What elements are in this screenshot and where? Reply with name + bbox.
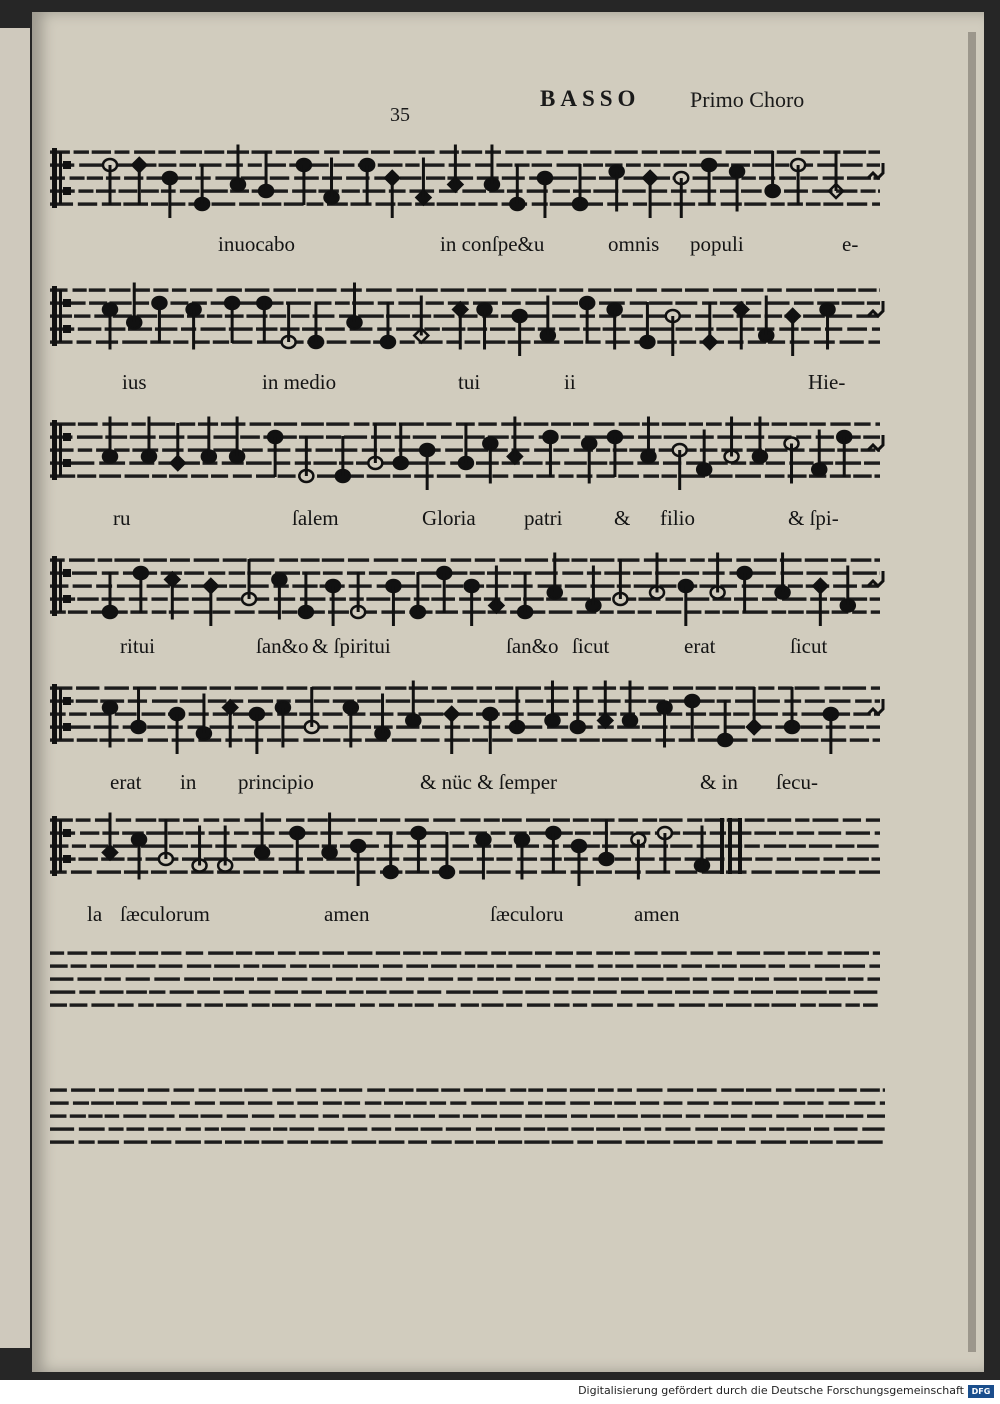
note-icon xyxy=(513,310,527,356)
voice-title: BASSO xyxy=(540,86,641,111)
lyric: ſæculoru xyxy=(490,902,564,926)
note-icon xyxy=(259,151,273,197)
note-icon xyxy=(132,687,146,733)
note-icon xyxy=(718,700,732,746)
choir-title: Primo Choro xyxy=(690,87,805,112)
notes xyxy=(103,283,835,357)
note-icon xyxy=(824,708,838,754)
note-icon xyxy=(573,164,587,210)
lyric: ru xyxy=(113,506,131,530)
note-icon xyxy=(543,431,557,477)
note-icon xyxy=(299,572,313,618)
staff-system-1 xyxy=(0,140,1000,270)
note-icon xyxy=(103,159,117,205)
note-icon xyxy=(786,309,800,356)
lyric: in conſpe&u xyxy=(440,232,545,256)
note-icon xyxy=(518,572,532,618)
note-icon xyxy=(242,559,256,605)
note-icon xyxy=(297,159,311,205)
note-icon xyxy=(411,572,425,618)
footer-bar xyxy=(0,1380,1000,1404)
note-icon xyxy=(225,297,239,343)
lyric: & nüc & ſemper xyxy=(420,770,558,794)
empty-staff xyxy=(0,945,1000,1035)
note-icon xyxy=(673,444,687,490)
note-icon xyxy=(766,151,780,197)
lyric: amen xyxy=(634,902,680,926)
dfg-logo: DFG xyxy=(968,1385,994,1398)
note-icon xyxy=(420,444,434,490)
note-icon xyxy=(608,431,622,477)
note-icon xyxy=(465,580,479,626)
lyric: ius xyxy=(122,370,147,394)
lyric: ſicut xyxy=(790,634,828,658)
final-barline xyxy=(720,818,742,874)
lyric: omnis xyxy=(608,232,660,256)
note-icon xyxy=(613,559,627,605)
lyric: in medio xyxy=(262,370,337,394)
empty-staff xyxy=(0,1082,1000,1172)
lyric: ſan&o xyxy=(256,634,309,658)
note-icon xyxy=(305,687,319,733)
note-icon xyxy=(170,708,184,754)
note-icon xyxy=(572,840,586,886)
note-icon xyxy=(538,172,552,218)
lyric: & xyxy=(614,506,631,530)
staff-lines xyxy=(50,1088,885,1143)
lyric: ſicut xyxy=(572,634,610,658)
lyric: patri xyxy=(524,506,563,530)
note-icon xyxy=(132,158,146,205)
note-icon xyxy=(571,687,585,733)
lyric: filio xyxy=(660,506,695,530)
note-icon xyxy=(195,164,209,210)
lyric: ſan&o xyxy=(506,634,559,658)
lyric: & ſpiritui xyxy=(312,634,391,658)
notes xyxy=(103,813,709,887)
note-icon xyxy=(643,171,657,218)
staff-5 xyxy=(0,676,1000,776)
note-icon xyxy=(702,159,716,205)
footer-text: Digitalisierung gefördert durch die Deutsche Forschungsgemeinschaft xyxy=(578,1384,964,1397)
note-icon xyxy=(483,708,497,754)
staff-lines xyxy=(50,818,880,873)
note-icon xyxy=(411,827,425,873)
lyric: erat xyxy=(110,770,142,794)
page-number: 35 xyxy=(390,104,410,126)
note-icon xyxy=(268,431,282,477)
note-icon xyxy=(440,832,454,878)
staff-lines xyxy=(50,288,880,343)
note-icon xyxy=(351,840,365,886)
lyric: ſalem xyxy=(292,506,339,530)
c-clef-icon xyxy=(52,148,71,208)
staff-system-5 xyxy=(0,676,1000,806)
empty-staff-1 xyxy=(0,945,1000,1045)
note-icon xyxy=(385,171,399,218)
staff-lines xyxy=(50,951,880,1006)
staff-system-2 xyxy=(0,278,1000,408)
lyric: in xyxy=(180,770,197,794)
note-icon xyxy=(837,431,851,477)
note-icon xyxy=(171,423,185,470)
note-icon xyxy=(703,302,717,349)
note-icon xyxy=(309,302,323,348)
lyric: principio xyxy=(238,770,314,794)
note-icon xyxy=(510,164,524,210)
note-icon xyxy=(257,297,271,343)
note-icon xyxy=(204,579,218,626)
note-icon xyxy=(163,172,177,218)
note-icon xyxy=(384,832,398,878)
note-icon xyxy=(685,695,699,741)
note-icon xyxy=(386,580,400,626)
note-icon xyxy=(351,572,365,618)
note-icon xyxy=(360,159,374,205)
staff-2 xyxy=(0,278,1000,378)
note-icon xyxy=(290,827,304,873)
lyric: ſecu- xyxy=(776,770,818,794)
note-icon xyxy=(791,159,805,205)
lyric: ſæculorum xyxy=(120,902,210,926)
lyric: ritui xyxy=(120,634,155,658)
lyric: la xyxy=(87,902,103,926)
note-icon xyxy=(599,819,613,865)
note-icon xyxy=(394,423,408,469)
note-icon xyxy=(445,707,459,754)
note-icon xyxy=(250,708,264,754)
note-icon xyxy=(299,436,313,482)
lyric: e- xyxy=(842,232,859,256)
note-icon xyxy=(459,423,473,469)
note-icon xyxy=(437,567,451,613)
note-icon xyxy=(640,302,654,348)
notes xyxy=(103,553,855,627)
empty-staff-2 xyxy=(0,1082,1000,1182)
note-icon xyxy=(679,580,693,626)
note-icon xyxy=(785,687,799,733)
notes xyxy=(103,145,843,219)
note-icon xyxy=(381,302,395,348)
note-icon xyxy=(510,687,524,733)
note-icon xyxy=(152,297,166,343)
note-icon xyxy=(546,827,560,873)
c-clef-icon xyxy=(52,684,71,744)
lyric: tui xyxy=(458,370,481,394)
note-icon xyxy=(580,297,594,343)
note-icon xyxy=(368,423,382,469)
staff-6 xyxy=(0,810,1000,910)
note-icon xyxy=(674,172,688,218)
note-icon xyxy=(134,567,148,613)
staff-system-3 xyxy=(0,412,1000,542)
note-icon xyxy=(159,819,173,865)
note-icon xyxy=(813,579,827,626)
staff-4 xyxy=(0,548,1000,648)
lyric: & in xyxy=(700,770,738,794)
lyric: amen xyxy=(324,902,370,926)
note-icon xyxy=(336,436,350,482)
notes xyxy=(103,417,851,491)
note-icon xyxy=(103,572,117,618)
staff-system-6 xyxy=(0,810,1000,940)
lyric: & ſpi- xyxy=(788,506,839,530)
staff-1 xyxy=(0,140,1000,240)
lyric: inuocabo xyxy=(218,232,295,256)
lyric: ii xyxy=(564,370,576,394)
lyric: Gloria xyxy=(422,506,476,530)
note-icon xyxy=(738,567,752,613)
lyric: populi xyxy=(690,232,744,256)
note-icon xyxy=(282,302,296,348)
staff-3 xyxy=(0,412,1000,512)
note-icon xyxy=(747,687,761,734)
note-icon xyxy=(666,310,680,356)
staff-system-4 xyxy=(0,548,1000,678)
note-icon xyxy=(326,580,340,626)
lyric: erat xyxy=(684,634,716,658)
lyric: Hie- xyxy=(808,370,846,394)
notes xyxy=(103,681,838,755)
note-icon xyxy=(658,827,672,873)
